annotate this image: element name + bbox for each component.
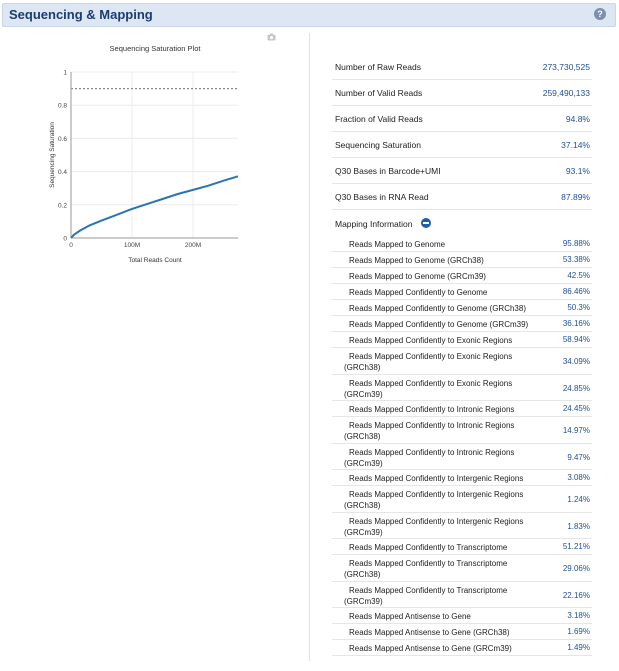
metric-row [332,106,592,132]
mapping-value: 1.69% [567,627,590,636]
mapping-row [332,348,592,375]
saturation-curve [71,176,238,238]
mapping-row [332,608,592,624]
mapping-label: Reads Mapped to Genome (GRCm39) [349,272,486,281]
help-icon[interactable]: ? [594,8,606,20]
panel-title: Sequencing & Mapping [9,7,153,22]
mapping-row [332,268,592,284]
y-tick-label: 0.6 [57,135,67,143]
mapping-label: Reads Mapped Confidently to Transcriptome (GRCh38) [344,559,508,579]
metric-row [332,132,592,158]
metrics-table [332,54,592,656]
metric-row [332,80,592,106]
mapping-value: 1.24% [567,495,590,504]
y-axis-label: Sequencing Saturation [49,122,56,188]
mapping-row [332,316,592,332]
mapping-value: 50.3% [567,303,590,312]
mapping-row [332,417,592,444]
mapping-row [332,332,592,348]
mapping-row [332,444,592,471]
metric-label: Q30 Bases in RNA Read [335,192,429,202]
mapping-label: Reads Mapped Confidently to Exonic Regions [349,336,513,345]
mapping-value: 9.47% [567,452,590,462]
mapping-value: 95.88% [562,239,590,248]
mapping-value: 14.97% [562,426,590,435]
mapping-row [332,640,592,656]
mapping-label: Reads Mapped Confidently to Intergenic Regions (GRCh38) [344,490,524,510]
mapping-value: 1.49% [567,643,590,652]
mapping-value: 29.06% [562,564,590,573]
saturation-chart [40,38,270,268]
mapping-label: Reads Mapped Confidently to Exonic Regions (GRCh38) [344,352,513,372]
metric-label: Q30 Bases in Barcode+UMI [335,166,441,176]
metric-row [332,54,592,80]
mapping-label: Reads Mapped Confidently to Intronic Regions (GRCh38) [344,421,515,441]
mapping-label: Reads Mapped Antisense to Gene (GRCm39) [349,644,512,653]
metric-value: 93.1% [565,166,590,176]
mapping-value: 24.85% [562,383,590,393]
mapping-row [332,513,592,540]
mapping-row [332,284,592,300]
x-tick-label: 100M [123,242,141,249]
metric-label: Sequencing Saturation [335,140,422,150]
metric-row [332,184,592,210]
mapping-value: 34.09% [562,357,590,366]
mapping-row [332,375,592,402]
mapping-row [332,486,592,513]
chart-title: Sequencing Saturation Plot [109,44,201,53]
mapping-label: Reads Mapped to Genome (GRCh38) [349,256,484,265]
mapping-value: 58.94% [562,335,590,344]
mapping-label: Reads Mapped Confidently to Genome (GRCh38) [349,304,526,313]
metric-value: 87.89% [561,192,590,202]
mapping-value: 3.08% [567,473,590,482]
mapping-value: 53.38% [562,255,590,264]
mapping-label: Reads Mapped Confidently to Intronic Regions (GRCm39) [344,447,515,468]
mapping-information-title: Mapping Information [335,219,413,229]
mapping-label: Reads Mapped Confidently to Transcriptome (GRCm39) [344,585,508,606]
mapping-label: Reads Mapped to Genome [349,240,446,249]
mapping-row [332,470,592,486]
metric-value: 94.8% [565,114,590,124]
metric-value: 37.14% [561,140,590,150]
collapse-icon[interactable] [421,218,431,228]
mapping-label: Reads Mapped Confidently to Exonic Regions (GRCm39) [344,378,513,399]
mapping-row [332,236,592,252]
mapping-row [332,539,592,555]
x-tick-label: 0 [69,242,73,249]
mapping-value: 51.21% [562,542,590,551]
mapping-value: 42.5% [567,271,590,280]
mapping-row [332,252,592,268]
column-divider [309,33,310,661]
y-tick-label: 0.4 [57,169,67,177]
y-tick-label: 0.8 [57,102,67,110]
mapping-label: Reads Mapped Confidently to Intergenic Regions (GRCm39) [344,516,524,537]
chart-grid [71,72,238,238]
mapping-row [332,582,592,609]
mapping-label: Reads Mapped Confidently to Genome [349,288,488,297]
mapping-row [332,401,592,417]
mapping-value: 86.46% [562,287,590,296]
mapping-label: Reads Mapped Confidently to Genome (GRCm39) [349,320,529,329]
mapping-label: Reads Mapped Confidently to Intronic Regions [349,405,515,414]
y-tick-labels [58,70,67,243]
x-tick-labels [69,242,201,249]
mapping-value: 1.83% [567,521,590,531]
mapping-value: 36.16% [562,319,590,328]
mapping-label: Reads Mapped Confidently to Intergenic Regions [349,474,524,483]
mapping-row [332,555,592,582]
mapping-information-header[interactable] [332,210,592,236]
mapping-value: 24.45% [562,404,590,413]
metric-label: Number of Raw Reads [335,62,421,72]
metric-value: 259,490,133 [542,88,590,98]
y-tick-label: 0 [63,235,67,243]
x-axis-label: Total Reads Count [128,257,182,264]
x-tick-label: 200M [184,242,202,249]
metric-value: 273,730,525 [542,62,590,72]
y-tick-label: 0.2 [57,202,67,210]
metric-row [332,158,592,184]
mapping-value: 22.16% [562,590,590,600]
mapping-label: Reads Mapped Antisense to Gene [349,612,471,621]
panel-header [2,3,616,27]
mapping-value: 3.18% [567,611,590,620]
mapping-row [332,624,592,640]
mapping-row [332,300,592,316]
mapping-label: Reads Mapped Antisense to Gene (GRCh38) [349,628,510,637]
mapping-label: Reads Mapped Confidently to Transcriptome [349,543,508,552]
y-tick-label: 1 [63,69,67,77]
metric-label: Fraction of Valid Reads [335,114,423,124]
metric-label: Number of Valid Reads [335,88,423,98]
